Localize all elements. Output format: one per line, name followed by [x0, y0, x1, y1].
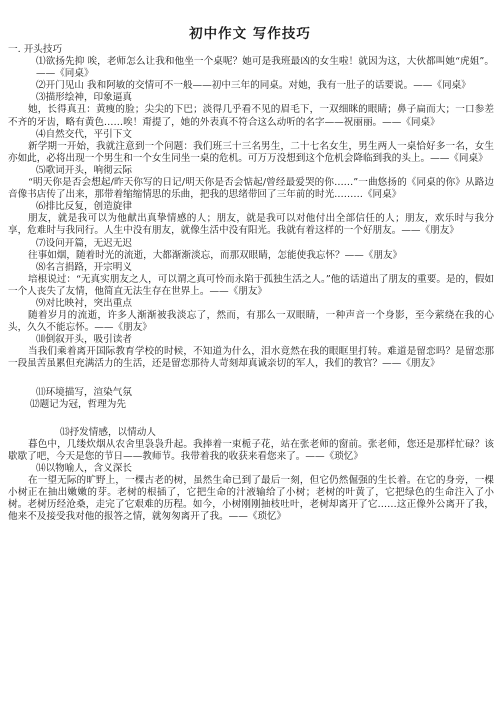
technique-heading: ⑻名言捐路，开宗明义	[36, 261, 132, 273]
technique-heading: ⑽倒叙开头，吸引读者	[36, 334, 132, 346]
technique-heading: ⒁以物喻人，含义深长	[36, 463, 132, 474]
spacer	[8, 411, 494, 427]
example-paragraph: 在一望无际的旷野上，一棵古老的树，虽然生命已到了最后一刻，但它仍然倔强的生长着。在它的身旁，一棵小树正在抽出嫩嫩的芽。老树的根插了，它把生命的汁液输给了小树；老树的叶黄了，它把绿色的生命注入了小树。老树历经沧桑，走完了它艰难的历程。如今，小树刚刚抽枝吐叶，老树却离开了它……这正像外公离开了我，他来不及接受我对他的报答之情，就匆匆离开了我。——《琐忆》	[8, 475, 494, 523]
example-paragraph: 新学期一开始，我就注意到一个问题：我们班三十三名男生，二十七名女生，男生两人一桌恰好多一名，女生亦如此，必将出现一个男生和一个女生同坐一桌的危机。可万万没想到这个危机会降临到我的头上。——《同桌》	[8, 140, 494, 164]
spacer	[8, 371, 494, 387]
example-paragraph: 当我们乘着离开国际教育学校的时候，不知道为什么，泪水竟然在我的眼眶里打转。难道是留恋吗？是留恋那一段虽苦虽累但充满活力的生活，还是留恋那待人苛刻却真诚亲切的军人，我们的教官？——《朋友》	[8, 346, 494, 370]
document-title: 初中作文 写作技巧	[189, 26, 311, 42]
technique-heading: ⑹排比反复，创造旋律	[36, 201, 132, 213]
example-paragraph: 暮色中，几缕炊烟从农舍里袅袅升起。我捧着一束栀子花，站在张老师的窗前。张老师，您还是那样忙碌？该歇歇了吧，今天是您的节日——教师节。我带着我的收获来看您来了。——《琐忆》	[8, 438, 494, 462]
example-paragraph: 随着岁月的流逝，许多人渐渐被我淡忘了，然而，有那么一双眼睛，一种声音一个身影，至今萦绕在我的心头，久久不能忘怀。——《朋友》	[8, 310, 494, 334]
technique-heading: ⑺设问开篇，无迟无迟	[36, 237, 132, 249]
section-heading: 一. 开头技巧	[8, 44, 63, 55]
example-paragraph: 培根说过：“无真实朋友之人，可以谓之真可怜而永陷于孤独生活之人。”他的话道出了朋友的重要。是的，假如一个人丧失了友情，他简直无法生存在世界上。——《朋友》	[8, 273, 494, 297]
technique-heading: ⑿题记为冠，哲理为先	[30, 398, 126, 410]
technique-heading: ⑶描形绘神，印象逼真	[36, 92, 132, 104]
technique-heading: ⑵开门见山 我和阿敏的交情可不一般——初中三年的同桌。对她，我有一肚子的话要说。——《同桌》	[36, 80, 471, 92]
example-paragraph: 往事如烟，随着时光的流逝，大都渐渐淡忘，而那双眼睛，怎能使我忘怀？——《朋友》	[28, 249, 403, 261]
technique-heading: ⑷自然交代，平引下文	[36, 128, 132, 140]
example-paragraph: “明天你是否会想起/昨天你写的日记/明天你是否会惦起/曾经最爱哭的你……”一曲悠扬的《同桌的你》从路边音像书店传了出来，那带着缩缩情思的乐曲，把我的思绪带回了三年前的时光………《同桌》	[8, 177, 494, 201]
technique-heading: ⑾环境描写，渲染气氛	[36, 386, 132, 398]
example-paragraph: 她，长得真丑：黄瘦的脸；尖尖的下巴；淡得几乎看不见的眉毛下，一双细眯的眼睛；鼻子扁而大；一口参差不齐的牙齿，略有黄色……唉！甭提了，她的外表真不符合这么动听的名字——祝丽丽。——《同桌》	[8, 104, 494, 128]
document-body	[8, 44, 494, 523]
technique-heading: ⑴欲扬先抑 唉，老师怎么让我和他坐一个桌呢？她可是我班最凶的女生啦！就因为这，大伙都叫她“虎姐”。——《同桌》	[36, 56, 494, 80]
technique-heading: ⒀抒发情感，以情动人	[60, 426, 156, 438]
technique-heading: ⑼对比映衬，突出重点	[36, 297, 132, 309]
example-paragraph: 朋友，就是我可以为他献出真挚情感的人；朋友，就是我可以对他付出全部信任的人；朋友，欢乐时与我分享，危难时与我同行。人生中没有朋友，就像生活中没有阳光。我就有着这样的一个好朋友。——《朋友》	[8, 213, 494, 237]
technique-heading: ⑸歌词开头，响彻云际	[36, 164, 132, 176]
